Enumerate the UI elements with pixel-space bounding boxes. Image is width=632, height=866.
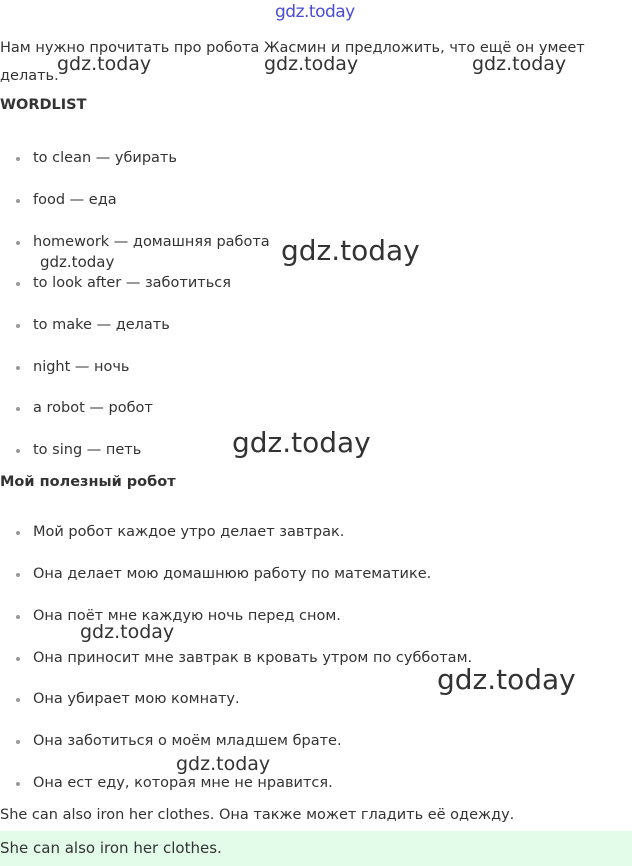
intro-text: Нам нужно прочитать про робота Жасмин и предложить, что ещё он умеет делать.	[0, 40, 585, 84]
bullet-icon	[16, 199, 20, 203]
bullet-icon	[16, 324, 20, 328]
watermark: gdz.today	[232, 426, 371, 459]
essay-heading: Мой полезный робот	[0, 474, 176, 490]
bullet-icon	[16, 449, 20, 453]
bullet-icon	[16, 573, 20, 577]
watermark: gdz.today	[281, 234, 420, 267]
extra-sentence: She can also iron her clothes. Она также может гладить её одежду.	[0, 807, 515, 823]
bullet-icon	[16, 615, 20, 619]
bullet-icon	[16, 407, 20, 411]
bullet-icon	[16, 698, 20, 702]
watermark: gdz.today	[80, 621, 175, 643]
answer-box	[0, 831, 632, 866]
bullet-icon	[16, 657, 20, 661]
bullet-icon	[16, 740, 20, 744]
watermark: gdz.today	[57, 53, 152, 75]
watermark: gdz.today	[40, 253, 115, 271]
bullet-icon	[16, 366, 20, 370]
bullet-icon	[16, 782, 20, 786]
bullet-icon	[16, 157, 20, 161]
watermark: gdz.today	[264, 53, 359, 75]
watermark: gdz.today	[437, 663, 576, 696]
watermark: gdz.today	[176, 753, 271, 775]
watermark: gdz.today	[472, 53, 567, 75]
bullet-icon	[16, 282, 20, 286]
bullet-icon	[16, 241, 20, 245]
bullet-icon	[16, 531, 20, 535]
watermark-top: gdz.today	[275, 2, 355, 22]
answer-text: She can also iron her clothes.	[0, 839, 222, 857]
wordlist-heading: WORDLIST	[0, 97, 87, 113]
